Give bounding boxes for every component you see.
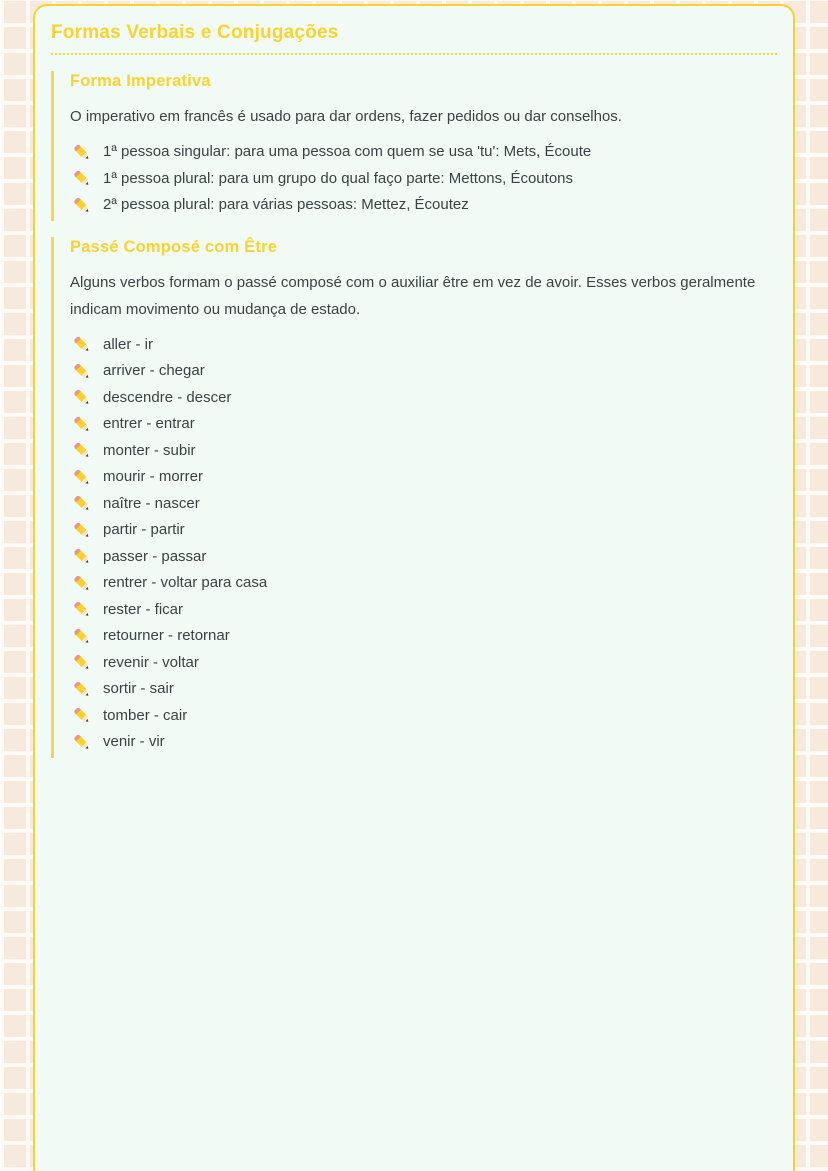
list-item-text: entrer - entrar <box>103 415 195 432</box>
section-paragraph: O imperativo em francês é usado para dar ordens, fazer pedidos ou dar conselhos. <box>70 108 622 125</box>
list-item-text: aller - ir <box>103 335 154 353</box>
study-notes-card <box>33 4 795 1171</box>
list-item-text: monter - subir <box>103 441 196 459</box>
list-item-text: naître - nascer <box>103 494 200 512</box>
list-item <box>72 703 777 730</box>
list-item-text: 1ª pessoa plural: para um grupo do qual faço parte: Mettons, Écoutons <box>103 169 574 187</box>
pencil-icon <box>72 361 92 381</box>
pencil-icon <box>72 494 92 514</box>
list-item-text: arriver - chegar <box>103 362 205 379</box>
pencil-icon <box>72 600 92 620</box>
pencil-icon <box>72 195 92 215</box>
list-item-text: 1ª pessoa singular: para uma pessoa com quem se usa 'tu': Mets, Écoute <box>103 143 592 160</box>
list-item <box>72 570 777 597</box>
list-item <box>72 517 777 544</box>
list-item <box>72 166 777 193</box>
list-item <box>72 650 777 677</box>
section-paragraph: Alguns verbos formam o passé composé com o auxiliar être em vez de avoir. Esses verbos geralmente indicam movimento ou mudança de estado. <box>70 273 756 318</box>
pencil-icon <box>72 388 92 408</box>
section-passe-compose <box>51 237 777 758</box>
page-title: Formas Verbais e Conjugações <box>51 22 777 55</box>
list-item <box>72 438 777 465</box>
verb-list <box>70 332 777 756</box>
list-item <box>72 623 777 650</box>
list-item-text: mourir - morrer <box>103 468 203 485</box>
pencil-icon <box>72 441 92 461</box>
pencil-icon <box>72 732 92 752</box>
list-item <box>72 544 777 571</box>
list-item-text: retourner - retornar <box>103 627 230 644</box>
list-item <box>72 411 777 438</box>
list-item <box>72 139 777 166</box>
section-heading: Passé Composé com Être <box>70 237 278 256</box>
list-item <box>72 358 777 385</box>
list-item-text: descendre - descer <box>103 388 232 406</box>
pencil-icon <box>72 573 92 593</box>
list-item <box>72 332 777 359</box>
list-item-text: tomber - cair <box>103 706 188 724</box>
pencil-icon <box>72 335 92 355</box>
pencil-icon <box>72 626 92 646</box>
pencil-icon <box>72 142 92 162</box>
section-forma-imperativa <box>51 71 777 221</box>
imperative-list <box>70 139 777 219</box>
pencil-icon <box>72 653 92 673</box>
list-item <box>72 729 777 756</box>
list-item-text: revenir - voltar <box>103 653 199 671</box>
list-item <box>72 676 777 703</box>
list-item-text: venir - vir <box>103 733 165 750</box>
list-item-text: rester - ficar <box>103 600 184 618</box>
pencil-icon <box>72 169 92 189</box>
list-item <box>72 192 777 219</box>
pencil-icon <box>72 414 92 434</box>
list-item-text: rentrer - voltar para casa <box>103 574 268 591</box>
list-item-text: passer - passar <box>103 547 207 565</box>
list-item-text: 2ª pessoa plural: para várias pessoas: Mettez, Écoutez <box>103 196 469 213</box>
list-item <box>72 385 777 412</box>
pencil-icon <box>72 679 92 699</box>
pencil-icon <box>72 520 92 540</box>
pencil-icon <box>72 547 92 567</box>
list-item <box>72 597 777 624</box>
list-item-text: sortir - sair <box>103 680 174 697</box>
list-item <box>72 491 777 518</box>
section-heading: Forma Imperativa <box>70 72 211 90</box>
pencil-icon <box>72 706 92 726</box>
pencil-icon <box>72 467 92 487</box>
list-item-text: partir - partir <box>103 521 185 538</box>
list-item <box>72 464 777 491</box>
